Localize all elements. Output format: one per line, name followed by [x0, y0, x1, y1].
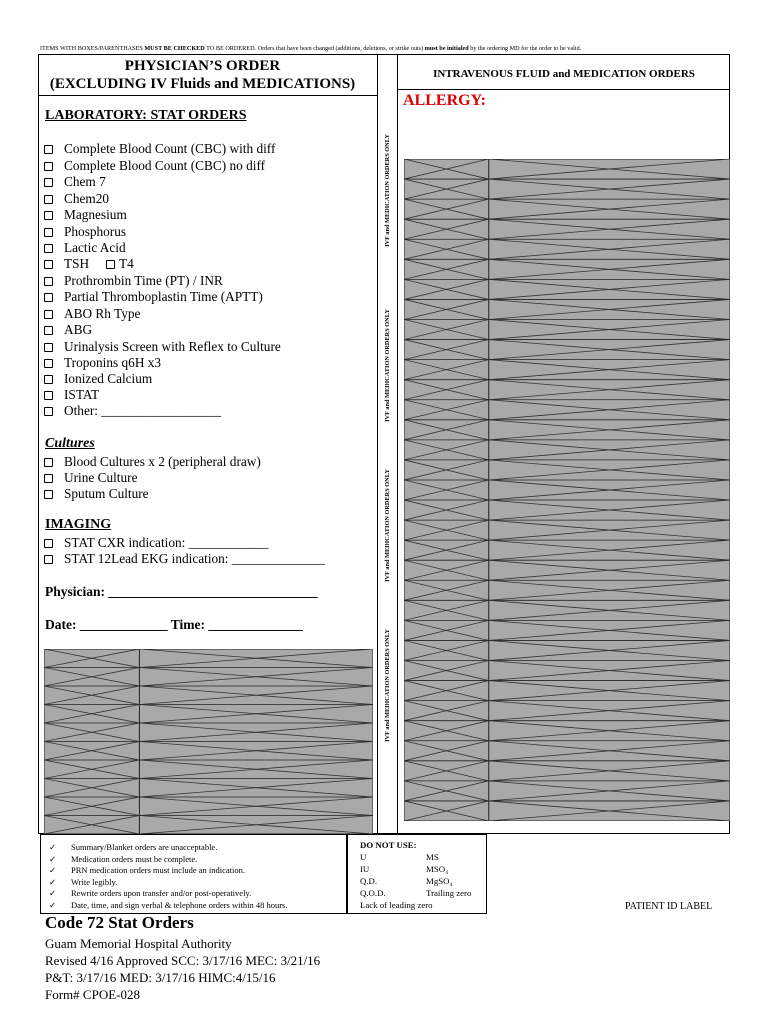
checkbox[interactable]: [44, 195, 53, 204]
lab-item[interactable]: Chem20: [44, 191, 109, 207]
vertical-label-1: IVF and MEDICATION ORDERS ONLY: [384, 133, 391, 247]
dnu-abbr: Lack of leading zero: [360, 900, 433, 910]
imaging-item[interactable]: STAT CXR indication: ____________: [44, 535, 268, 551]
physician-signature-line[interactable]: Physician: _______________________________: [45, 584, 318, 599]
guideline-item: ✓ PRN medication orders must include an indication.: [49, 865, 245, 875]
checkbox-t4[interactable]: [106, 260, 115, 269]
vertical-label-4: IVF and MEDICATION ORDERS ONLY: [384, 628, 391, 742]
lab-item[interactable]: Chem 7: [44, 174, 106, 190]
revision-info: Revised 4/16 Approved SCC: 3/17/16 MEC: 3/21/16: [45, 953, 321, 968]
culture-item[interactable]: Sputum Culture: [44, 486, 149, 502]
guideline-item: ✓ Rewrite orders upon transfer and/or post-operatively.: [49, 888, 252, 898]
check-icon: ✓: [49, 853, 57, 864]
iv-orders-crossed-grid: [404, 159, 730, 821]
checkbox[interactable]: [44, 407, 53, 416]
checkbox[interactable]: [44, 539, 53, 548]
check-icon: ✓: [49, 899, 57, 910]
lab-item[interactable]: ABG: [44, 322, 92, 338]
checkbox[interactable]: [44, 211, 53, 220]
laboratory-heading: LABORATORY: STAT ORDERS: [45, 108, 247, 123]
lab-item[interactable]: Partial Thromboplastin Time (APTT): [44, 289, 263, 305]
dnu-abbr: MSO₄: [426, 864, 449, 874]
lab-item[interactable]: ISTAT: [44, 387, 99, 403]
physician-order-title: [40, 57, 365, 93]
check-icon: ✓: [49, 888, 57, 898]
checkbox[interactable]: [44, 391, 53, 400]
dnu-abbr: MS: [426, 852, 439, 862]
column-divider-right: [397, 54, 398, 834]
iv-title-divider: [398, 89, 730, 90]
title-line-2: (EXCLUDING IV Fluids and MEDICATIONS): [49, 76, 356, 92]
checkbox[interactable]: [44, 162, 53, 171]
lab-item[interactable]: Troponins q6H x3: [44, 355, 161, 371]
dnu-abbr: Q.D.: [360, 876, 378, 886]
check-icon: ✓: [49, 876, 57, 887]
checkbox[interactable]: [44, 490, 53, 499]
order-guidelines-box: [40, 834, 347, 914]
checkbox[interactable]: [44, 277, 53, 286]
imaging-heading: IMAGING: [45, 517, 112, 532]
guideline-item: ✓ Write legibly.: [49, 876, 118, 887]
form-number: Form# CPOE-028: [45, 987, 140, 1002]
lab-item[interactable]: Other: __________________: [44, 403, 221, 419]
lab-item[interactable]: TSH T4: [44, 256, 134, 272]
lab-item[interactable]: ABO Rh Type: [44, 306, 140, 322]
lab-item[interactable]: Ionized Calcium: [44, 371, 152, 387]
checkbox[interactable]: [44, 474, 53, 483]
culture-item[interactable]: Urine Culture: [44, 470, 137, 486]
checkbox[interactable]: [44, 293, 53, 302]
cultures-heading: Cultures: [45, 436, 95, 451]
date-time-line[interactable]: Date: _____________ Time: ______________: [45, 617, 303, 632]
lab-item[interactable]: Phosphorus: [44, 224, 126, 240]
title-line-1: PHYSICIAN’S ORDER: [124, 58, 281, 74]
checkbox[interactable]: [44, 343, 53, 352]
vertical-label-2: IVF and MEDICATION ORDERS ONLY: [384, 308, 391, 422]
dnu-abbr: MgSO₄: [426, 876, 453, 886]
organization-name: Guam Memorial Hospital Authority: [45, 936, 232, 951]
left-crossed-grid: [44, 649, 373, 834]
checkbox[interactable]: [44, 145, 53, 154]
checkbox[interactable]: [44, 228, 53, 237]
checkbox[interactable]: [44, 326, 53, 335]
check-icon: ✓: [49, 842, 57, 852]
checkbox[interactable]: [44, 359, 53, 368]
lab-item[interactable]: Magnesium: [44, 207, 127, 223]
lab-item[interactable]: Lactic Acid: [44, 240, 126, 256]
checkbox[interactable]: [44, 244, 53, 253]
check-icon: ✓: [49, 865, 57, 875]
checkbox[interactable]: [44, 458, 53, 467]
dnu-abbr: Trailing zero: [426, 888, 472, 898]
guideline-item: ✓ Summary/Blanket orders are unacceptable.: [49, 842, 218, 852]
imaging-item[interactable]: STAT 12Lead EKG indication: ______________: [44, 551, 325, 567]
vertical-label-3: IVF and MEDICATION ORDERS ONLY: [384, 468, 391, 582]
form-code-title: Code 72 Stat Orders: [45, 913, 194, 932]
lab-item[interactable]: Complete Blood Count (CBC) with diff: [44, 141, 275, 157]
checkbox[interactable]: [44, 310, 53, 319]
allergy-label: ALLERGY:: [403, 92, 486, 109]
iv-medication-title: INTRAVENOUS FLUID and MEDICATION ORDERS: [433, 68, 695, 80]
culture-item[interactable]: Blood Cultures x 2 (peripheral draw): [44, 454, 261, 470]
dnu-abbr: U: [360, 852, 367, 862]
guideline-item: ✓ Date, time, and sign verbal & telephone orders within 48 hours.: [49, 899, 288, 910]
patient-id-label: PATIENT ID LABEL: [625, 901, 713, 912]
do-not-use-box: [347, 834, 487, 914]
dnu-abbr: IU: [360, 864, 370, 874]
checkbox[interactable]: [44, 375, 53, 384]
lab-item[interactable]: Prothrombin Time (PT) / INR: [44, 273, 223, 289]
checkbox[interactable]: [44, 260, 53, 269]
lab-item[interactable]: Complete Blood Count (CBC) no diff: [44, 158, 265, 174]
dnu-abbr: Q.O.D.: [360, 888, 386, 898]
top-instruction-note: ITEMS WITH BOXES/PARENTHASES MUST BE CHECKED TO BE ORDERED. Orders that have been changed (additions, deletions, or strike outs) must be initialed by the ordering MD for the order to be valid.: [40, 45, 582, 52]
approval-info: P&T: 3/17/16 MED: 3/17/16 HIMC:4/15/16: [45, 970, 276, 985]
title-divider: [38, 95, 378, 96]
do-not-use-title: DO NOT USE:: [360, 840, 417, 850]
guideline-item: ✓ Medication orders must be complete.: [49, 853, 198, 864]
lab-item[interactable]: Urinalysis Screen with Reflex to Culture: [44, 339, 281, 355]
checkbox[interactable]: [44, 178, 53, 187]
checkbox[interactable]: [44, 555, 53, 564]
